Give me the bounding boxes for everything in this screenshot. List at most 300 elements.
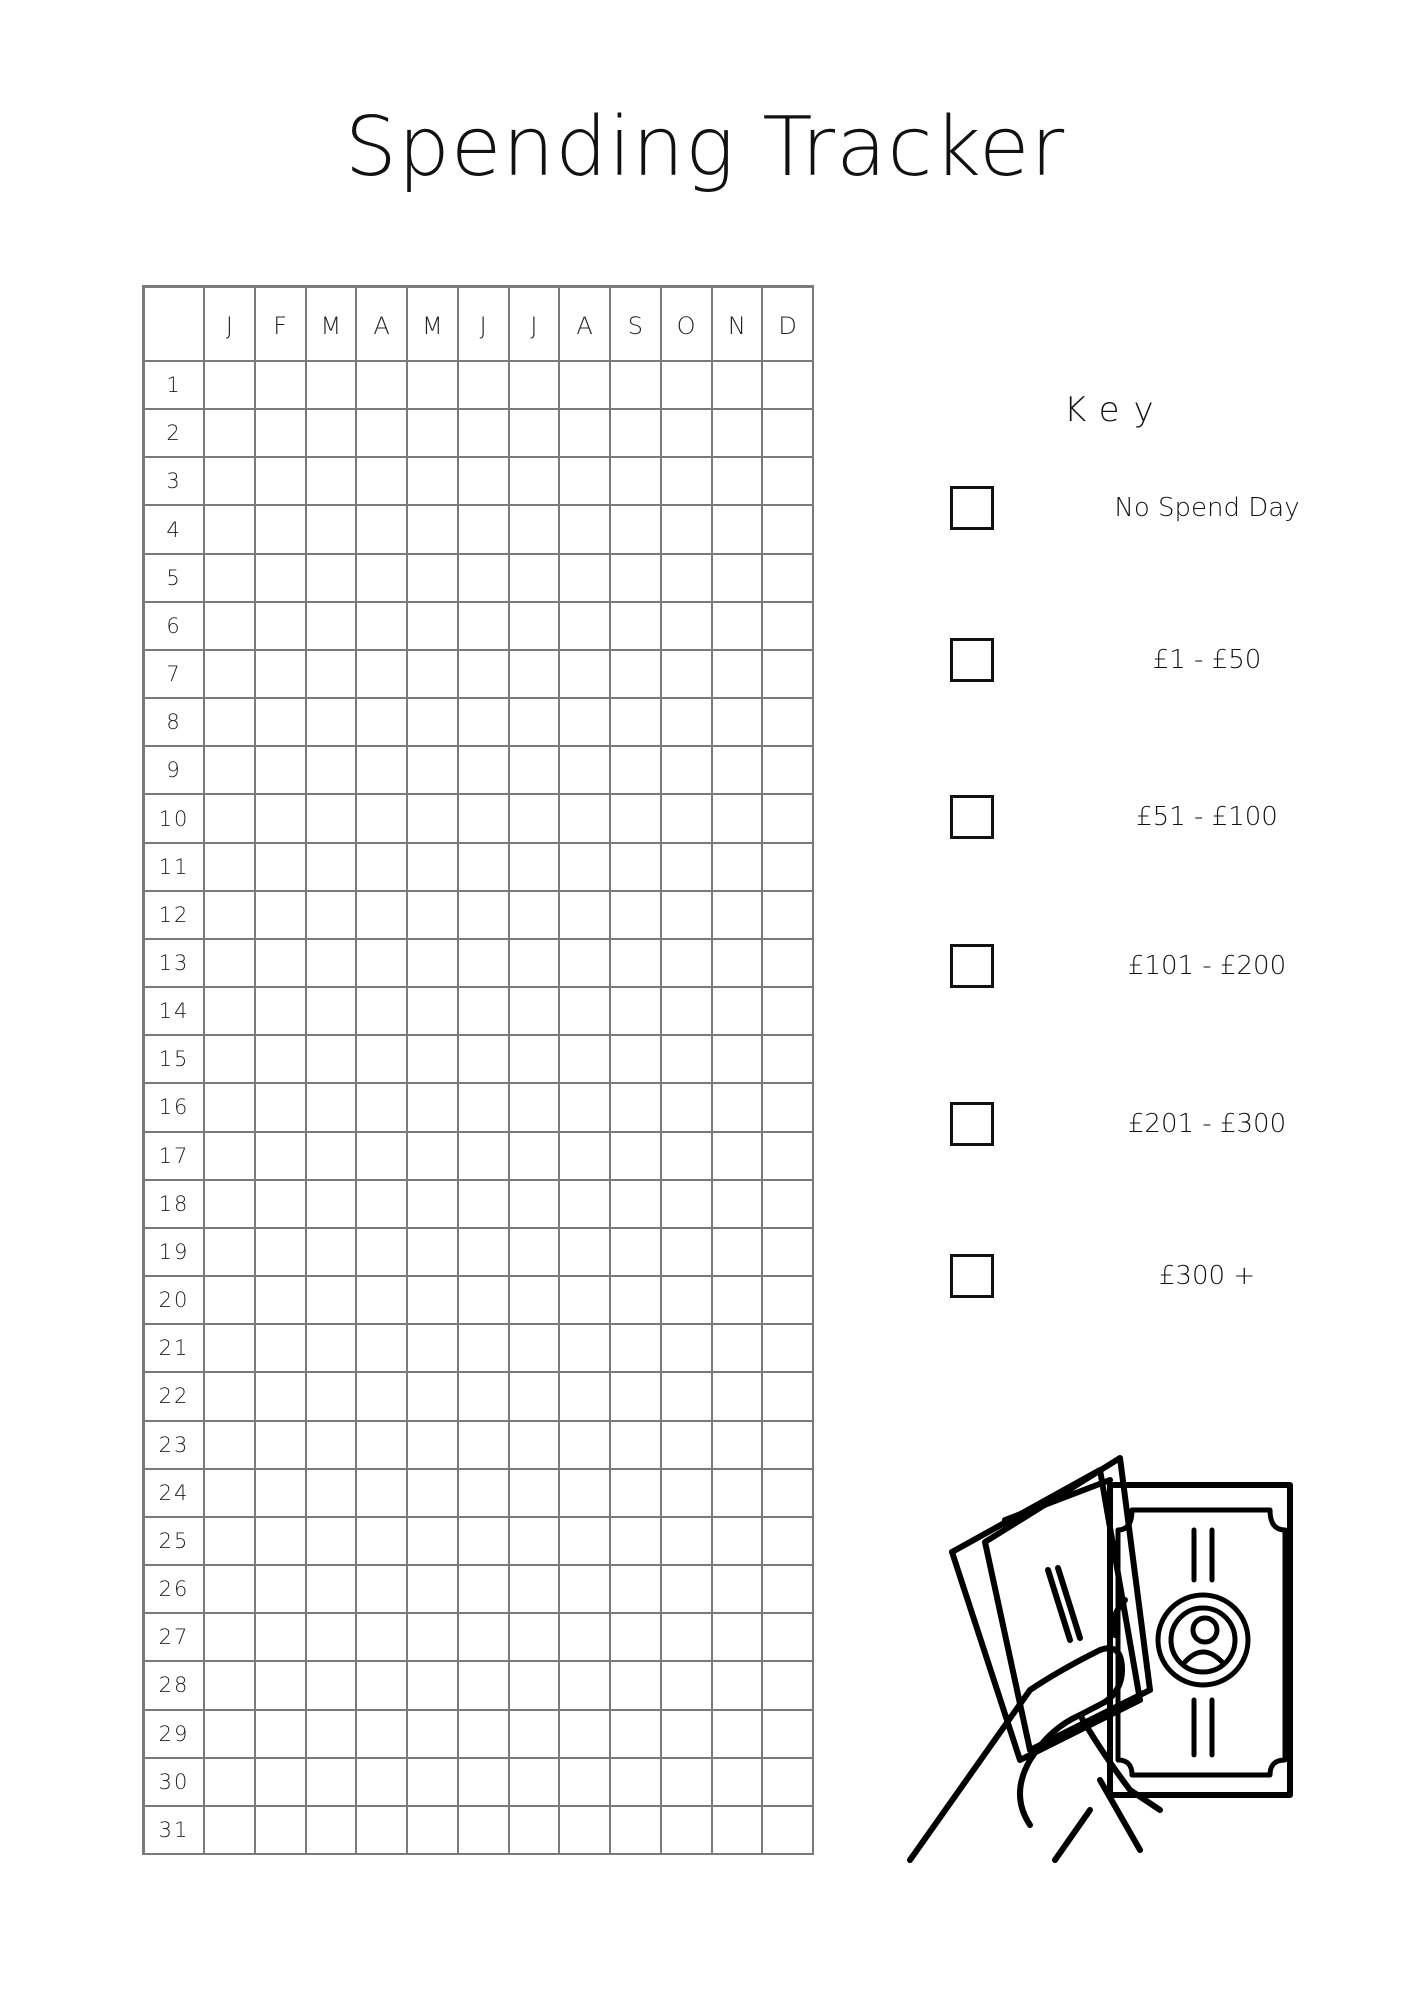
day-cell[interactable] [307,1662,358,1710]
day-cell[interactable] [713,1036,764,1084]
day-cell[interactable] [357,506,408,554]
day-cell[interactable] [763,699,814,747]
day-cell[interactable] [408,603,459,651]
day-cell[interactable] [611,1084,662,1132]
day-cell[interactable] [560,1422,611,1470]
day-cell[interactable] [357,1422,408,1470]
day-cell[interactable] [662,795,713,843]
day-cell[interactable] [662,1662,713,1710]
day-cell[interactable] [459,1711,510,1759]
day-cell[interactable] [713,1662,764,1710]
day-cell[interactable] [763,1422,814,1470]
day-cell[interactable] [408,1807,459,1855]
day-cell[interactable] [611,1422,662,1470]
day-cell[interactable] [560,1373,611,1421]
day-cell[interactable] [357,651,408,699]
day-cell[interactable] [357,892,408,940]
day-cell[interactable] [763,1711,814,1759]
day-cell[interactable] [662,1181,713,1229]
day-cell[interactable] [611,1470,662,1518]
day-cell[interactable] [256,1614,307,1662]
day-cell[interactable] [763,1373,814,1421]
day-cell[interactable] [357,362,408,410]
day-cell[interactable] [510,555,561,603]
day-cell[interactable] [408,1759,459,1807]
day-cell[interactable] [459,699,510,747]
day-cell[interactable] [763,1277,814,1325]
day-cell[interactable] [560,699,611,747]
day-cell[interactable] [763,1181,814,1229]
day-cell[interactable] [763,458,814,506]
day-cell[interactable] [307,410,358,458]
day-cell[interactable] [205,1229,256,1277]
day-cell[interactable] [357,844,408,892]
day-cell[interactable] [256,555,307,603]
day-cell[interactable] [205,603,256,651]
day-cell[interactable] [205,1422,256,1470]
day-cell[interactable] [256,1181,307,1229]
day-cell[interactable] [459,1614,510,1662]
day-cell[interactable] [307,892,358,940]
day-cell[interactable] [307,603,358,651]
day-cell[interactable] [256,892,307,940]
day-cell[interactable] [408,1036,459,1084]
day-cell[interactable] [357,458,408,506]
day-cell[interactable] [611,1566,662,1614]
day-cell[interactable] [611,1373,662,1421]
day-cell[interactable] [662,747,713,795]
day-cell[interactable] [611,699,662,747]
day-cell[interactable] [763,1084,814,1132]
day-cell[interactable] [256,699,307,747]
day-cell[interactable] [510,1711,561,1759]
day-cell[interactable] [205,795,256,843]
day-cell[interactable] [256,1277,307,1325]
day-cell[interactable] [408,1325,459,1373]
day-cell[interactable] [560,892,611,940]
day-cell[interactable] [307,988,358,1036]
day-cell[interactable] [307,1181,358,1229]
day-cell[interactable] [408,1277,459,1325]
day-cell[interactable] [611,1807,662,1855]
day-cell[interactable] [307,1133,358,1181]
day-cell[interactable] [662,1566,713,1614]
day-cell[interactable] [510,795,561,843]
day-cell[interactable] [307,940,358,988]
day-cell[interactable] [256,506,307,554]
day-cell[interactable] [662,603,713,651]
day-cell[interactable] [560,1084,611,1132]
day-cell[interactable] [307,795,358,843]
key-checkbox[interactable] [950,795,994,839]
day-cell[interactable] [662,940,713,988]
day-cell[interactable] [510,1084,561,1132]
day-cell[interactable] [256,844,307,892]
day-cell[interactable] [713,892,764,940]
day-cell[interactable] [611,1229,662,1277]
day-cell[interactable] [357,410,408,458]
day-cell[interactable] [510,1373,561,1421]
day-cell[interactable] [560,1614,611,1662]
day-cell[interactable] [763,1807,814,1855]
day-cell[interactable] [510,844,561,892]
day-cell[interactable] [459,1229,510,1277]
day-cell[interactable] [713,1470,764,1518]
day-cell[interactable] [459,651,510,699]
day-cell[interactable] [205,1518,256,1566]
day-cell[interactable] [611,1662,662,1710]
day-cell[interactable] [459,506,510,554]
day-cell[interactable] [662,1084,713,1132]
day-cell[interactable] [510,1470,561,1518]
day-cell[interactable] [611,1711,662,1759]
day-cell[interactable] [713,747,764,795]
day-cell[interactable] [510,1614,561,1662]
day-cell[interactable] [662,1373,713,1421]
day-cell[interactable] [510,458,561,506]
day-cell[interactable] [713,506,764,554]
day-cell[interactable] [763,1566,814,1614]
day-cell[interactable] [459,844,510,892]
day-cell[interactable] [510,410,561,458]
key-checkbox[interactable] [950,486,994,530]
day-cell[interactable] [662,1229,713,1277]
day-cell[interactable] [560,1566,611,1614]
day-cell[interactable] [408,1373,459,1421]
day-cell[interactable] [205,1325,256,1373]
day-cell[interactable] [763,1325,814,1373]
day-cell[interactable] [713,1566,764,1614]
day-cell[interactable] [510,699,561,747]
day-cell[interactable] [205,1277,256,1325]
day-cell[interactable] [307,1566,358,1614]
day-cell[interactable] [307,1470,358,1518]
day-cell[interactable] [713,1084,764,1132]
day-cell[interactable] [307,699,358,747]
day-cell[interactable] [408,747,459,795]
day-cell[interactable] [459,892,510,940]
day-cell[interactable] [459,940,510,988]
day-cell[interactable] [713,410,764,458]
day-cell[interactable] [459,988,510,1036]
day-cell[interactable] [662,844,713,892]
day-cell[interactable] [357,1277,408,1325]
day-cell[interactable] [459,795,510,843]
day-cell[interactable] [307,747,358,795]
day-cell[interactable] [408,844,459,892]
day-cell[interactable] [256,458,307,506]
day-cell[interactable] [307,362,358,410]
day-cell[interactable] [357,1470,408,1518]
day-cell[interactable] [408,458,459,506]
day-cell[interactable] [256,1759,307,1807]
day-cell[interactable] [256,747,307,795]
day-cell[interactable] [510,1277,561,1325]
day-cell[interactable] [713,1325,764,1373]
day-cell[interactable] [256,1422,307,1470]
day-cell[interactable] [510,1036,561,1084]
day-cell[interactable] [560,1133,611,1181]
day-cell[interactable] [662,410,713,458]
day-cell[interactable] [763,1518,814,1566]
day-cell[interactable] [357,1662,408,1710]
day-cell[interactable] [510,1518,561,1566]
day-cell[interactable] [763,1662,814,1710]
day-cell[interactable] [763,1036,814,1084]
day-cell[interactable] [713,362,764,410]
day-cell[interactable] [357,1373,408,1421]
day-cell[interactable] [611,1614,662,1662]
day-cell[interactable] [256,1807,307,1855]
key-checkbox[interactable] [950,638,994,682]
day-cell[interactable] [510,1759,561,1807]
day-cell[interactable] [611,940,662,988]
day-cell[interactable] [307,1036,358,1084]
day-cell[interactable] [560,1277,611,1325]
day-cell[interactable] [611,1181,662,1229]
day-cell[interactable] [459,1807,510,1855]
day-cell[interactable] [611,555,662,603]
day-cell[interactable] [205,1133,256,1181]
day-cell[interactable] [763,1229,814,1277]
day-cell[interactable] [611,1277,662,1325]
day-cell[interactable] [662,988,713,1036]
day-cell[interactable] [763,844,814,892]
day-cell[interactable] [560,1470,611,1518]
day-cell[interactable] [560,603,611,651]
day-cell[interactable] [459,747,510,795]
day-cell[interactable] [560,1181,611,1229]
day-cell[interactable] [459,1181,510,1229]
day-cell[interactable] [611,603,662,651]
day-cell[interactable] [560,1518,611,1566]
day-cell[interactable] [763,362,814,410]
day-cell[interactable] [205,1711,256,1759]
day-cell[interactable] [256,795,307,843]
day-cell[interactable] [763,651,814,699]
day-cell[interactable] [459,1133,510,1181]
day-cell[interactable] [357,747,408,795]
day-cell[interactable] [510,1422,561,1470]
day-cell[interactable] [205,747,256,795]
day-cell[interactable] [560,940,611,988]
day-cell[interactable] [662,362,713,410]
day-cell[interactable] [611,1133,662,1181]
day-cell[interactable] [205,1759,256,1807]
day-cell[interactable] [560,555,611,603]
key-checkbox[interactable] [950,1102,994,1146]
day-cell[interactable] [357,795,408,843]
day-cell[interactable] [662,699,713,747]
day-cell[interactable] [459,1084,510,1132]
day-cell[interactable] [357,1036,408,1084]
day-cell[interactable] [459,1470,510,1518]
day-cell[interactable] [510,747,561,795]
day-cell[interactable] [408,555,459,603]
day-cell[interactable] [307,1807,358,1855]
day-cell[interactable] [560,1325,611,1373]
day-cell[interactable] [510,1325,561,1373]
day-cell[interactable] [763,410,814,458]
day-cell[interactable] [205,1614,256,1662]
day-cell[interactable] [662,506,713,554]
day-cell[interactable] [763,555,814,603]
day-cell[interactable] [256,1662,307,1710]
day-cell[interactable] [256,1229,307,1277]
day-cell[interactable] [611,1325,662,1373]
day-cell[interactable] [205,362,256,410]
day-cell[interactable] [205,892,256,940]
day-cell[interactable] [256,1711,307,1759]
day-cell[interactable] [560,1662,611,1710]
day-cell[interactable] [611,1759,662,1807]
day-cell[interactable] [408,988,459,1036]
day-cell[interactable] [307,1759,358,1807]
day-cell[interactable] [256,603,307,651]
day-cell[interactable] [763,1759,814,1807]
day-cell[interactable] [256,1325,307,1373]
day-cell[interactable] [256,1518,307,1566]
day-cell[interactable] [662,1759,713,1807]
day-cell[interactable] [408,651,459,699]
day-cell[interactable] [611,1036,662,1084]
day-cell[interactable] [256,1470,307,1518]
day-cell[interactable] [357,555,408,603]
day-cell[interactable] [459,1277,510,1325]
day-cell[interactable] [357,1614,408,1662]
day-cell[interactable] [560,1759,611,1807]
day-cell[interactable] [408,506,459,554]
day-cell[interactable] [510,988,561,1036]
day-cell[interactable] [256,1133,307,1181]
day-cell[interactable] [357,940,408,988]
day-cell[interactable] [357,1518,408,1566]
day-cell[interactable] [408,1181,459,1229]
day-cell[interactable] [256,988,307,1036]
day-cell[interactable] [763,1614,814,1662]
day-cell[interactable] [307,651,358,699]
day-cell[interactable] [205,940,256,988]
day-cell[interactable] [307,1422,358,1470]
day-cell[interactable] [510,1229,561,1277]
day-cell[interactable] [408,410,459,458]
day-cell[interactable] [205,458,256,506]
day-cell[interactable] [307,1711,358,1759]
day-cell[interactable] [560,795,611,843]
day-cell[interactable] [205,1084,256,1132]
day-cell[interactable] [662,458,713,506]
day-cell[interactable] [510,892,561,940]
day-cell[interactable] [560,1229,611,1277]
day-cell[interactable] [307,1614,358,1662]
day-cell[interactable] [459,1759,510,1807]
day-cell[interactable] [713,1229,764,1277]
day-cell[interactable] [510,506,561,554]
day-cell[interactable] [408,1662,459,1710]
day-cell[interactable] [256,940,307,988]
day-cell[interactable] [408,699,459,747]
day-cell[interactable] [205,844,256,892]
day-cell[interactable] [662,1807,713,1855]
day-cell[interactable] [459,1325,510,1373]
day-cell[interactable] [510,1133,561,1181]
day-cell[interactable] [713,1373,764,1421]
day-cell[interactable] [611,1518,662,1566]
day-cell[interactable] [256,651,307,699]
day-cell[interactable] [205,1036,256,1084]
day-cell[interactable] [459,603,510,651]
day-cell[interactable] [510,651,561,699]
day-cell[interactable] [763,1133,814,1181]
day-cell[interactable] [459,410,510,458]
day-cell[interactable] [713,458,764,506]
day-cell[interactable] [357,1229,408,1277]
day-cell[interactable] [763,603,814,651]
day-cell[interactable] [459,1036,510,1084]
day-cell[interactable] [357,1759,408,1807]
day-cell[interactable] [307,844,358,892]
day-cell[interactable] [662,1036,713,1084]
day-cell[interactable] [256,1566,307,1614]
day-cell[interactable] [307,1373,358,1421]
day-cell[interactable] [205,1470,256,1518]
day-cell[interactable] [307,1325,358,1373]
day-cell[interactable] [357,1325,408,1373]
day-cell[interactable] [459,458,510,506]
day-cell[interactable] [459,1373,510,1421]
day-cell[interactable] [459,555,510,603]
day-cell[interactable] [560,651,611,699]
day-cell[interactable] [611,988,662,1036]
day-cell[interactable] [560,747,611,795]
day-cell[interactable] [713,1181,764,1229]
day-cell[interactable] [408,1133,459,1181]
day-cell[interactable] [713,988,764,1036]
day-cell[interactable] [357,603,408,651]
day-cell[interactable] [205,1566,256,1614]
day-cell[interactable] [205,410,256,458]
day-cell[interactable] [510,603,561,651]
day-cell[interactable] [713,603,764,651]
day-cell[interactable] [763,892,814,940]
day-cell[interactable] [510,1181,561,1229]
day-cell[interactable] [662,1133,713,1181]
day-cell[interactable] [611,651,662,699]
day-cell[interactable] [510,940,561,988]
day-cell[interactable] [510,362,561,410]
day-cell[interactable] [713,844,764,892]
day-cell[interactable] [560,1711,611,1759]
day-cell[interactable] [408,1614,459,1662]
day-cell[interactable] [459,1518,510,1566]
day-cell[interactable] [560,844,611,892]
day-cell[interactable] [763,506,814,554]
day-cell[interactable] [560,506,611,554]
day-cell[interactable] [408,1422,459,1470]
day-cell[interactable] [408,795,459,843]
day-cell[interactable] [357,988,408,1036]
day-cell[interactable] [357,1181,408,1229]
day-cell[interactable] [408,892,459,940]
day-cell[interactable] [408,1470,459,1518]
day-cell[interactable] [713,555,764,603]
day-cell[interactable] [662,1277,713,1325]
day-cell[interactable] [763,795,814,843]
day-cell[interactable] [205,555,256,603]
day-cell[interactable] [357,1133,408,1181]
day-cell[interactable] [510,1662,561,1710]
day-cell[interactable] [307,1084,358,1132]
